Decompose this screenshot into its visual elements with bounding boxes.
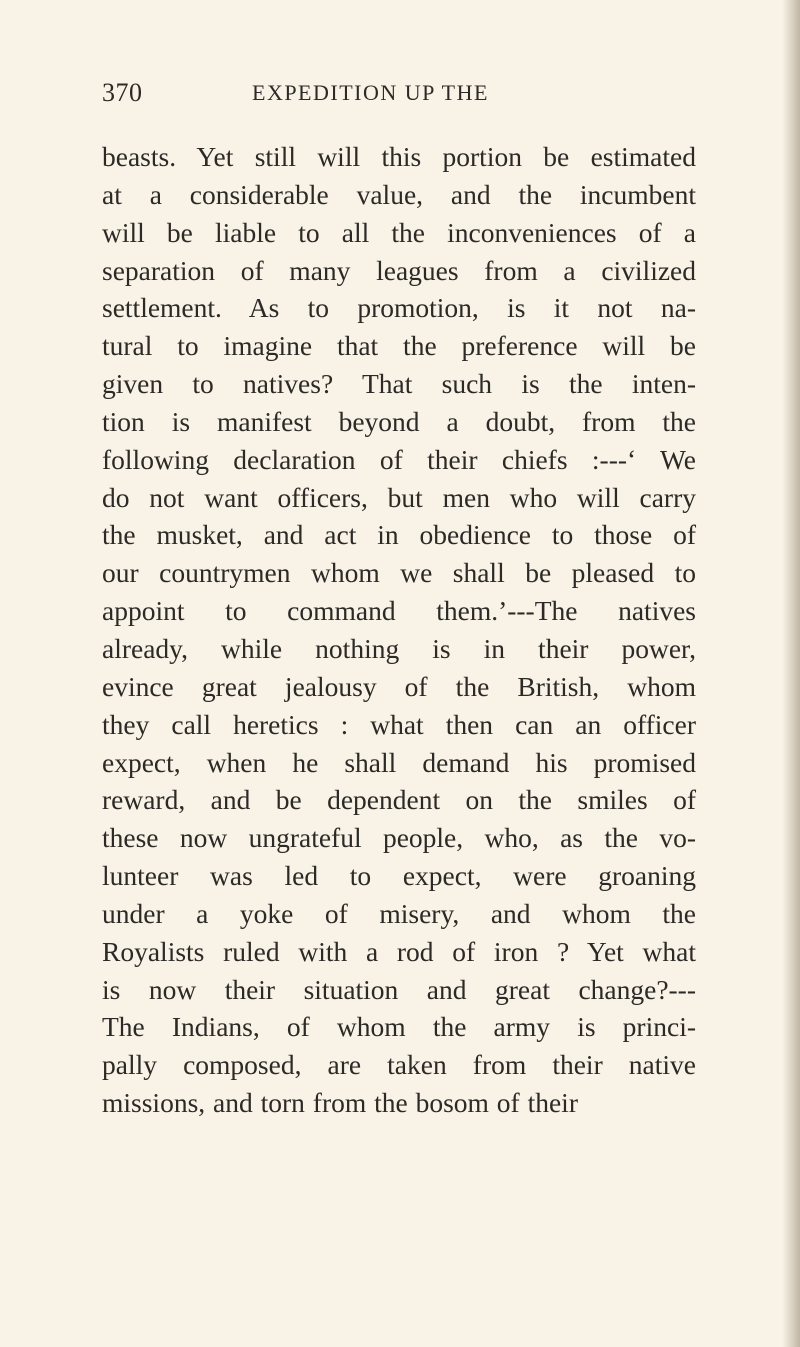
text-line: expect, when he shall demand his promised xyxy=(102,746,696,778)
text-line: evince great jealousy of the British, whom xyxy=(102,670,696,702)
text-line: lunteer was led to expect, were groaning xyxy=(102,860,696,892)
text-line: already, while nothing is in their power, xyxy=(102,632,696,664)
text-line: given to natives? That such is the inten- xyxy=(102,368,696,400)
text-line: at a considerable value, and the incumbent xyxy=(102,178,696,210)
text-line: tion is manifest beyond a doubt, from the xyxy=(102,405,696,437)
text-line: settlement. As to promotion, is it not na- xyxy=(102,292,696,324)
text-line: separation of many leagues from a civilized xyxy=(102,254,696,286)
page-header xyxy=(102,78,702,118)
text-line: missions, and torn from the bosom of their xyxy=(102,1087,578,1119)
text-line: pally composed, are taken from their native xyxy=(102,1049,696,1081)
text-line: The Indians, of whom the army is princi- xyxy=(102,1011,696,1043)
text-line: Royalists ruled with a rod of iron ? Yet what xyxy=(102,935,696,967)
text-line: reward, and be dependent on the smiles of xyxy=(102,784,696,816)
text-line: the musket, and act in obedience to those of xyxy=(102,519,696,551)
text-line: our countrymen whom we shall be pleased to xyxy=(102,557,696,589)
text-line: these now ungrateful people, who, as the vo- xyxy=(102,822,696,854)
text-line: tural to imagine that the preference will be xyxy=(102,330,696,362)
text-line: appoint to command them.’---The natives xyxy=(102,595,696,627)
running-head: EXPEDITION UP THE xyxy=(252,80,489,105)
page-number: 370 xyxy=(102,78,143,107)
text-line: do not want officers, but men who will carry xyxy=(102,481,696,513)
text-line: they call heretics : what then can an officer xyxy=(102,708,696,740)
text-line: under a yoke of misery, and whom the xyxy=(102,897,696,929)
text-line: beasts. Yet still will this portion be estimated xyxy=(102,141,696,172)
body-text xyxy=(102,138,696,1122)
text-line: will be liable to all the inconveniences of a xyxy=(102,216,696,248)
text-line: is now their situation and great change?--- xyxy=(102,973,696,1005)
text-line: following declaration of their chiefs :---‘ We xyxy=(102,443,696,475)
